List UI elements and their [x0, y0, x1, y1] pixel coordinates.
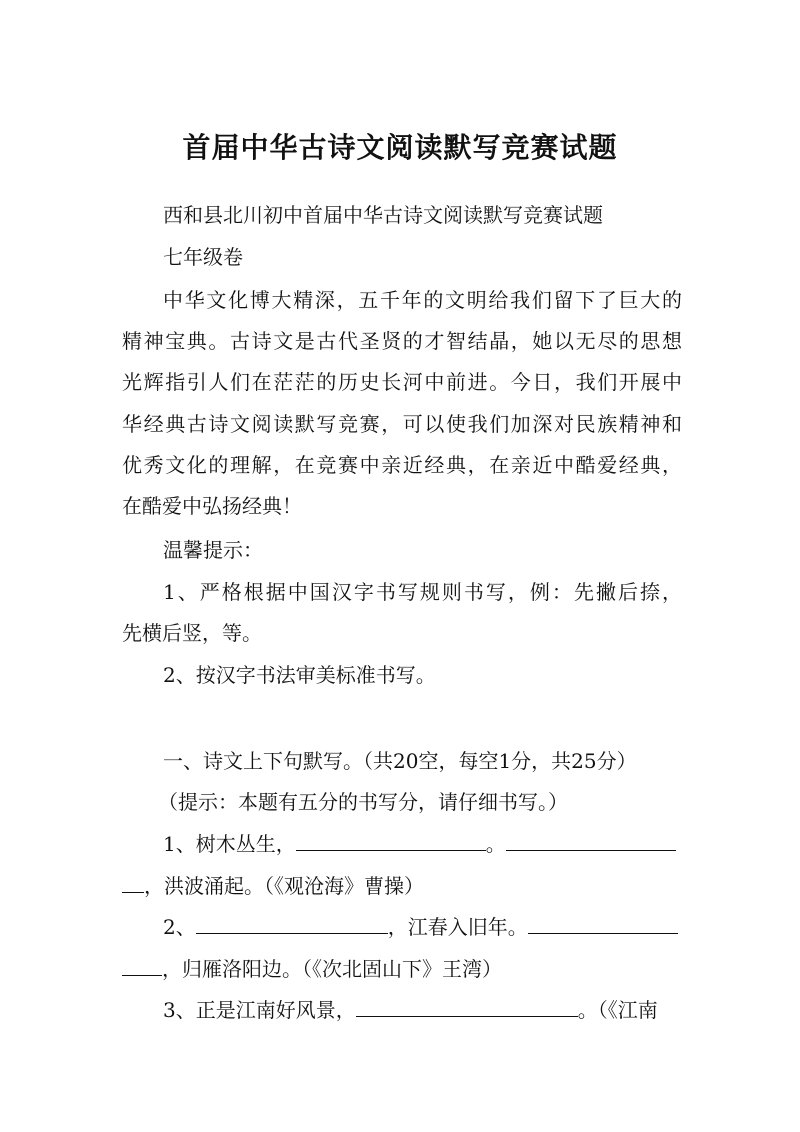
answer-blank[interactable] [506, 830, 676, 851]
intro-line: 在酷爱中弘扬经典！ [122, 494, 302, 518]
exam-subtitle: 西和县北川初中首届中华古诗文阅读默写竞赛试题 [163, 203, 603, 227]
tip-line: 1、严格根据中国汉字书写规则书写，例：先撇后捺， [163, 580, 682, 604]
question-text: 。 [485, 832, 506, 856]
question-text: 3、正是江南好风景， [163, 998, 356, 1022]
question-text: ，洪波涌起。（《观沧海》曹操） [144, 874, 424, 898]
question-1 [163, 830, 682, 858]
answer-blank[interactable] [122, 872, 144, 893]
question-text: 2、 [163, 915, 196, 939]
question-text: 。（《江南 [577, 998, 658, 1022]
intro-line: 华经典古诗文阅读默写竞赛，可以使我们加深对民族精神和 [122, 412, 682, 436]
question-2-cont [122, 955, 682, 983]
tip-line: 先横后竖，等。 [122, 621, 262, 645]
tip-line: 2、按汉字书法审美标准书写。 [163, 663, 436, 687]
grade-label: 七年级卷 [163, 245, 243, 269]
section-heading: 一、诗文上下句默写。（共20空，每空1分，共25分） [163, 749, 637, 773]
answer-blank[interactable] [196, 913, 388, 934]
tips-heading: 温馨提示： [163, 538, 263, 562]
question-1-cont [122, 872, 682, 900]
question-3 [163, 996, 682, 1024]
answer-blank[interactable] [356, 996, 578, 1017]
intro-line: 中华文化博大精深，五千年的文明给我们留下了巨大的 [163, 288, 682, 312]
answer-blank[interactable] [296, 830, 486, 851]
question-text: ，江春入旧年。 [387, 915, 528, 939]
intro-line: 精神宝典。古诗文是古代圣贤的才智结晶，她以无尽的思想 [122, 329, 682, 353]
question-2 [163, 913, 682, 941]
section-note: （提示：本题有五分的书写分，请仔细书写。） [158, 790, 568, 814]
question-text: 1、树木丛生， [163, 832, 296, 856]
page-title: 首届中华古诗文阅读默写竞赛试题 [182, 131, 618, 164]
intro-line: 光辉指引人们在茫茫的历史长河中前进。今日，我们开展中 [122, 370, 682, 394]
answer-blank[interactable] [122, 955, 162, 976]
question-text: ，归雁洛阳边。（《次北固山下》王湾） [162, 957, 502, 981]
intro-line: 优秀文化的理解，在竞赛中亲近经典，在亲近中酷爱经典， [122, 453, 682, 477]
answer-blank[interactable] [528, 913, 678, 934]
